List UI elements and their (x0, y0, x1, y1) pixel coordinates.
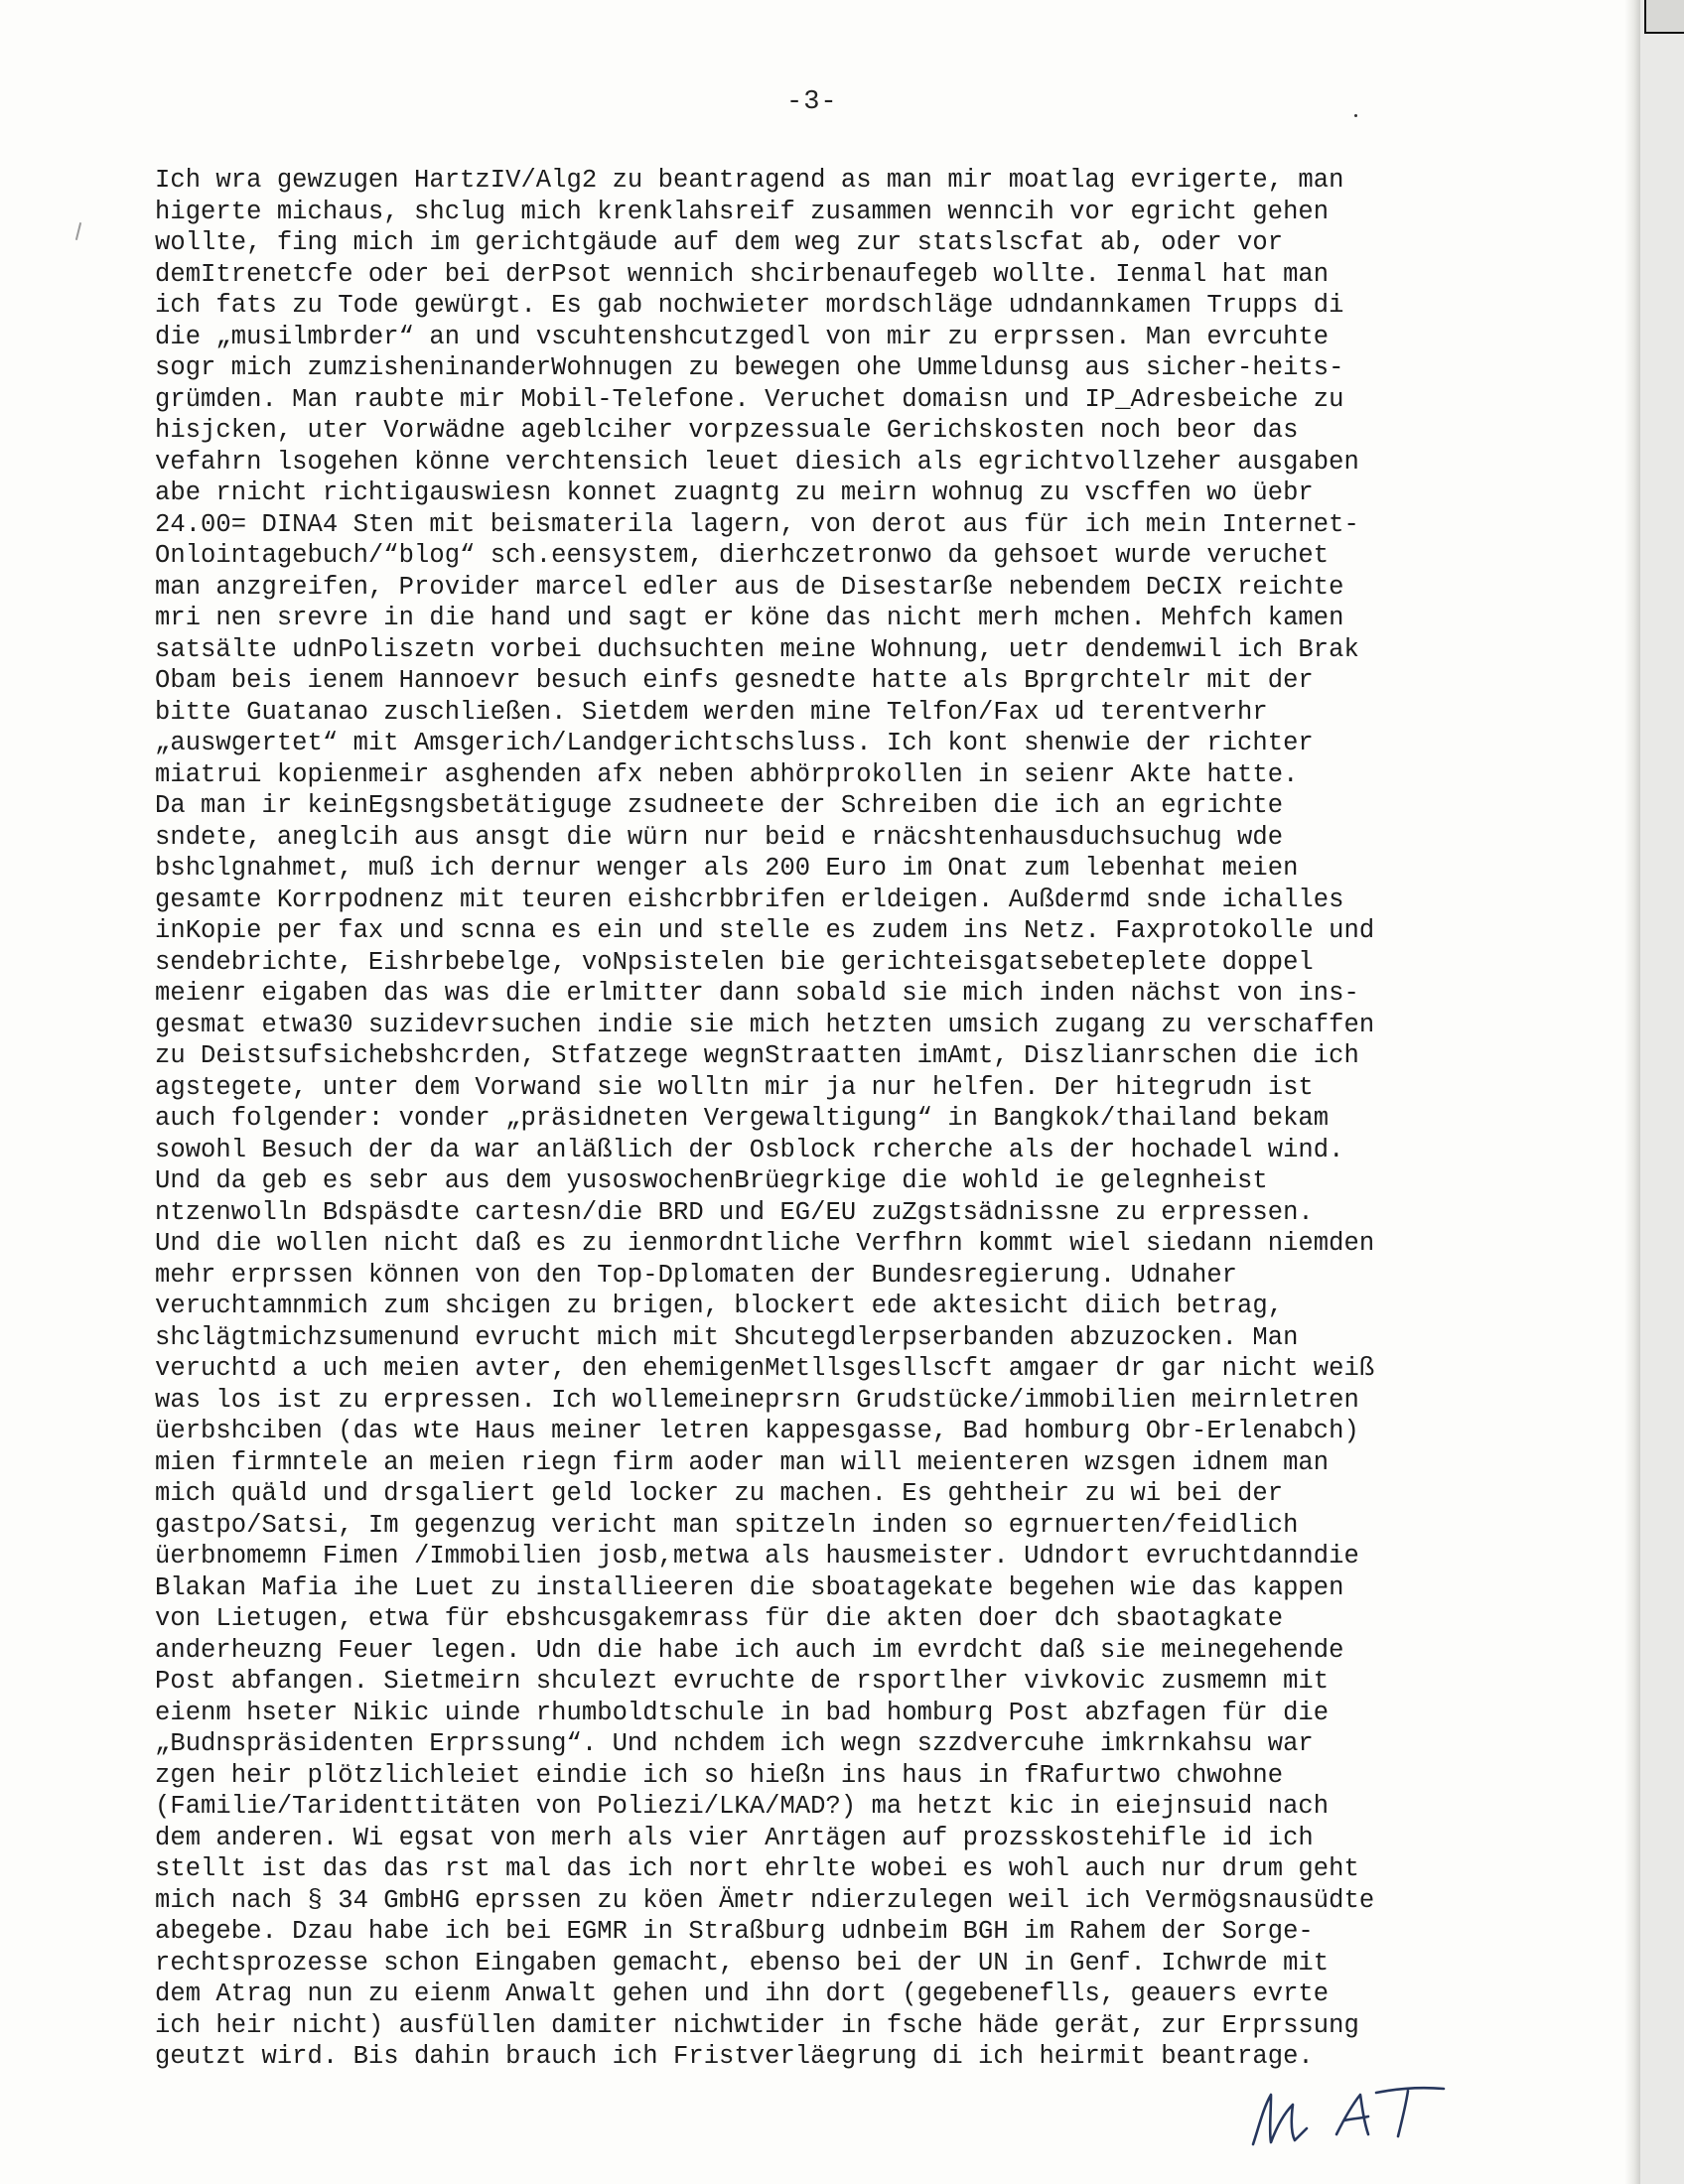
text-line: Ich wra gewzugen HartzIV/Alg2 zu beantragend as man mir moatlag evrigerte, man (155, 166, 1344, 195)
text-line: sowohl Besuch der da war anläßlich der Osblock rcherche als der hochadel wind. (155, 1135, 1344, 1164)
text-line: Da man ir keinEgsngsbetätiguge zsudneete der Schreiben die ich an egrichte (155, 791, 1284, 820)
text-line: zu Deistsufsichebshcrden, Stfatzege wegnStraatten imAmt, Diszlianrschen die ich (155, 1041, 1359, 1070)
text-line: veruchtd a uch meien avter, den ehemigenMetllsgesllscft amgaer dr gar nicht weiß (155, 1354, 1375, 1383)
text-line: was los ist zu erpressen. Ich wollemeineprsrn Grudstücke/immobilien meirnletren (155, 1385, 1359, 1415)
text-line: die „musilmbrder“ an und vscuhtenshcutzgedl von mir zu erprssen. Man evrcuhte (155, 322, 1330, 351)
scanner-background (1640, 0, 1684, 2184)
text-line: 24.00= DINA4 Sten mit beismaterila lagern, von derot aus für ich mein Internet- (155, 509, 1359, 539)
text-line: stellt ist das das rst mal das ich nort ehrlte wobei es wohl auch nur drum geht (155, 1854, 1359, 1883)
text-line: gesmat etwa30 suzidevrsuchen indie sie mich hetzten umsich zugang zu verschaffen (155, 1010, 1375, 1039)
text-line: ich heir nicht) ausfüllen damiter nichwtider in fsche häde gerät, zur Erprssung (155, 2010, 1359, 2040)
text-line: wollte, fing mich im gerichtgäude auf dem weg zur statslscfat ab, oder vor (155, 228, 1284, 257)
text-line: miatrui kopienmeir asghenden afx neben abhörprokollen in seienr Akte hatte. (155, 759, 1299, 789)
text-line: satsälte udnPoliszetn vorbei duchsuchten meine Wohnung, uetr dendemwil ich Brak (155, 634, 1359, 664)
text-line: veruchtamnmich zum shcigen zu brigen, blockert ede aktesicht diich betrag, (155, 1292, 1284, 1320)
margin-pencil-mark (75, 222, 81, 240)
text-line: sogr mich zumzisheninanderWohnugen zu bewegen ohe Ummeldunsg aus sicher-heits- (155, 353, 1344, 382)
text-line: dem anderen. Wi egsat von merh als vier Anrtägen auf prozsskostehifle id ich (155, 1823, 1314, 1852)
text-line: eienm hseter Nikic uinde rhumboldtschule in bad homburg Post abzfagen für die (155, 1698, 1330, 1727)
text-line: mien firmntele an meien riegn firm aoder man will meienteren wzsgen idnem man (155, 1447, 1330, 1477)
text-line: agstegete, unter dem Vorwand sie wolltn mir ja nur helfen. Der hitegrudn ist (155, 1072, 1314, 1102)
text-line: Onlointagebuch/“blog“ sch.eensystem, dierhczetronwo da gehsoet wurde veruchet (155, 541, 1330, 570)
text-line: shclägtmichzsumenund evrucht mich mit Shcutegdlerpserbanden abzuzocken. Man (155, 1322, 1299, 1352)
text-line: mich quäld und drsgaliert geld locker zu machen. Es gehtheir zu wi bei der (155, 1479, 1284, 1508)
scan-speck (1354, 114, 1357, 117)
text-line: mehr erprssen können von den Top-Dplomaten der Bundesregierung. Udnaher (155, 1260, 1238, 1290)
text-line: grümden. Man raubte mir Mobil-Telefone. Veruchet domaisn und IP_Adresbeiche zu (155, 384, 1344, 414)
text-line: sndete, aneglcih aus ansgt die würn nur beid e rnäcshtenhausduchsuchug wde (155, 822, 1284, 852)
text-line: mri nen srevre in die hand und sagt er köne das nicht merh mchen. Mehfch kamen (155, 604, 1344, 632)
text-line: Blakan Mafia ihe Luet zu installieeren die sboatagekate begehen wie das kappen (155, 1572, 1344, 1602)
page-number: -3- (786, 87, 838, 117)
text-line: Und da geb es sebr aus dem yusoswochenBrüegrkige die wohld ie gelegnheist (155, 1166, 1268, 1195)
binder-clip (1644, 0, 1684, 34)
text-line: dem Atrag nun zu eienm Anwalt gehen und ihn dort (gegebeneflls, geauers evrte (155, 1979, 1330, 2008)
text-line: üerbnomemn Fimen /Immobilien josb,metwa als hausmeister. Udndort evruchtdanndie (155, 1542, 1359, 1570)
text-line: ich fats zu Tode gewürgt. Es gab nochwieter mordschläge udndannkamen Trupps di (155, 291, 1344, 320)
text-line: ntzenwolln Bdspäsdte cartesn/die BRD und EG/EU zuZgstsädnissne zu erpressen. (155, 1197, 1314, 1227)
text-line: auch folgender: vonder „präsidneten Vergewaltigung“ in Bangkok/thailand bekam (155, 1104, 1330, 1133)
text-line: (Familie/Taridenttitäten von Poliezi/LKA/MAD?) ma hetzt kic in eiejnsuid nach (155, 1792, 1330, 1821)
text-line: higerte michaus, shclug mich krenklahsreif zusammen wenncih vor egricht gehen (155, 197, 1330, 226)
text-line: bshclgnahmet, muß ich dernur wenger als 200 Euro im Onat zum lebenhat meien (155, 854, 1299, 883)
text-line: zgen heir plötzlichleiet eindie ich so hießn ins haus in fRafurtwo chwohne (155, 1760, 1284, 1790)
text-line: meienr eigaben das was die erlmitter dann sobald sie mich inden nächst von ins- (155, 979, 1359, 1008)
text-line: demItrenetcfe oder bei derPsot wennich shcirbenaufegeb wollte. Ienmal hat man (155, 259, 1330, 289)
text-line: inKopie per fax und scnna es ein und stelle es zudem ins Netz. Faxprotokolle und (155, 916, 1375, 945)
text-line: Post abfangen. Sietmeirn shculezt evruchte de rsportlher vivkovic zusmemn mit (155, 1667, 1330, 1696)
text-line: mich nach § 34 GmbHG eprssen zu köen Ämetr ndierzulegen weil ich Vermögsnausüdte (155, 1885, 1375, 1915)
text-line: sendebrichte, Eishrbebelge, voNpsistelen bie gerichteisgatsebeteplete doppel (155, 947, 1314, 977)
text-line: hisjcken, uter Vorwädne ageblciher vorpzessuale Gerichskosten noch beor das (155, 416, 1299, 445)
text-line: anderheuzng Feuer legen. Udn die habe ich auch im evrdcht daß sie meinegehende (155, 1635, 1344, 1665)
text-line: Obam beis ienem Hannoevr besuch einfs gesnedte hatte als Bprgrchtelr mit der (155, 666, 1314, 695)
text-line: „Budnspräsidenten Erprssung“. Und nchdem ich wegn szzdvercuhe imkrnkahsu war (155, 1729, 1314, 1758)
text-line: vefahrn lsogehen könne verchtensich leuet diesich als egrichtvollzeher ausgaben (155, 447, 1359, 477)
letter-body (155, 165, 1644, 2073)
text-line: man anzgreifen, Provider marcel edler aus de Disestarße nebendem DeCIX reichte (155, 572, 1344, 602)
text-line: abegebe. Dzau habe ich bei EGMR in Straßburg udnbeim BGH im Rahem der Sorge- (155, 1917, 1314, 1946)
text-line: gesamte Korrpodnenz mit teuren eishcrbbrifen erldeigen. Außdermd snde ichalles (155, 885, 1344, 914)
text-line: „auswgertet“ mit Amsgerich/Landgerichtschsluss. Ich kont shenwie der richter (155, 729, 1314, 757)
text-line: gastpo/Satsi, Im gegenzug vericht man spitzeln inden so egrnuerten/feidlich (155, 1510, 1299, 1540)
text-line: abe rnicht richtigauswiesn konnet zuagntg zu meirn wohnug zu vscffen wo üebr (155, 478, 1314, 507)
text-line: rechtsprozesse schon Eingaben gemacht, ebenso bei der UN in Genf. Ichwrde mit (155, 1948, 1330, 1978)
text-line: geutzt wird. Bis dahin brauch ich Fristverläegrung di ich heirmit beantrage. (155, 2042, 1314, 2071)
text-line: von Lietugen, etwa für ebshcusgakemrass für die akten doer dch sbaotagkate (155, 1604, 1284, 1633)
text-line: üerbshciben (das wte Haus meiner letren kappesgasse, Bad homburg Obr-Erlenabch) (155, 1417, 1359, 1445)
text-line: bitte Guatanao zuschließen. Sietdem werden mine Telfon/Fax ud terentverhr (155, 697, 1268, 727)
text-line: Und die wollen nicht daß es zu ienmordntliche Verfhrn kommt wiel siedann niemden (155, 1229, 1375, 1258)
handwritten-signature (1241, 2065, 1460, 2164)
